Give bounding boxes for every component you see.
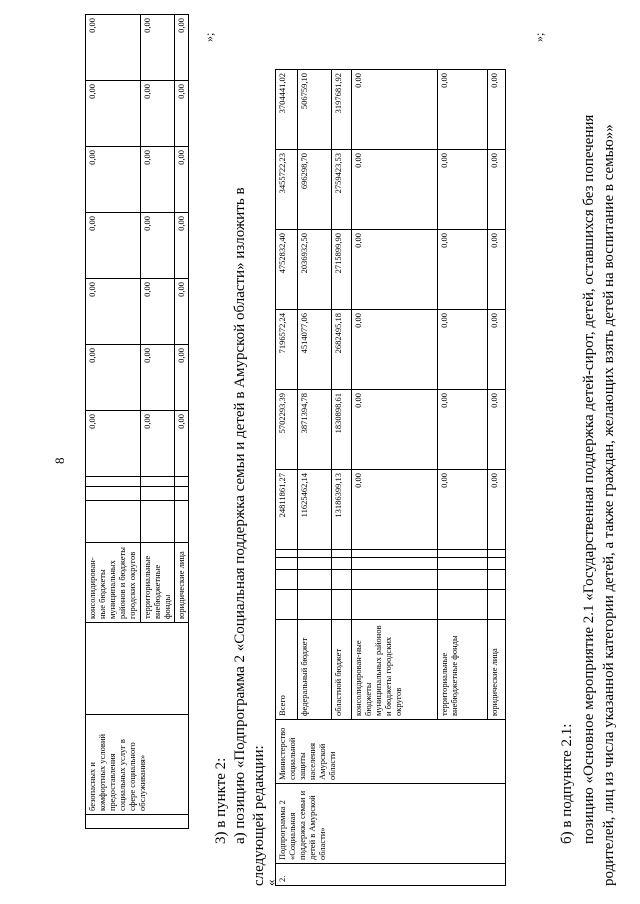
t1-value: 0,00 <box>86 213 141 279</box>
t2-value: 0,00 <box>438 150 488 230</box>
t2-value: 0,00 <box>438 390 488 470</box>
paragraph-a-line2: следующей редакции: <box>251 745 267 886</box>
t1-row-label: консолидирован-ные бюджеты муниципальных районов и бюджеты городских округов <box>86 543 141 623</box>
t2-value: 7196572,24 <box>276 310 298 390</box>
t2-value: 696298,70 <box>298 150 332 230</box>
t1-row-label: территориальные внебюджетные фонды <box>141 543 175 623</box>
t2-value: 2682495,18 <box>332 310 352 390</box>
t1-value: 0,00 <box>141 345 175 411</box>
t1-value: 0,00 <box>175 81 189 147</box>
t2-value: 0,00 <box>352 310 438 390</box>
t2-row-label: федеральный бюджет <box>298 620 332 720</box>
t1-value: 0,00 <box>175 279 189 345</box>
open-quote: « <box>263 879 278 886</box>
t2-value: 11625462,14 <box>298 470 332 550</box>
t1-value: 0,00 <box>86 279 141 345</box>
t2-value: 4514077,06 <box>298 310 332 390</box>
t2-name-cell: Подпрограмма 2 «Социальная поддержка семьи и детей в Амурской области» <box>276 784 506 864</box>
t1-code-cell <box>86 487 141 501</box>
t1-value: 0,00 <box>175 147 189 213</box>
t1-value: 0,00 <box>141 15 175 81</box>
t2-value: 0,00 <box>438 70 488 150</box>
paragraph-a-line1: а) позицию «Подпрограмма 2 «Социальная поддержка семьи и детей в Амурской области» изложить в <box>232 187 248 844</box>
continuation-table <box>85 14 189 829</box>
t1-value: 0,00 <box>141 147 175 213</box>
paragraph-c-line1: позицию «Основное мероприятие 2.1 «Государственная поддержка детей-сирот, детей, оставшихся без попечения <box>581 114 597 844</box>
subprogram-table <box>275 69 506 886</box>
t2-value: 3455722,23 <box>276 150 298 230</box>
t2-value: 0,00 <box>438 230 488 310</box>
t2-row-label: юридические лица <box>488 620 506 720</box>
t2-value: 0,00 <box>488 310 506 390</box>
t2-value: 0,00 <box>352 150 438 230</box>
t1-value: 0,00 <box>141 81 175 147</box>
t2-row-label: консолидирован-ные бюджеты муниципальных районов и бюджеты городских округов <box>352 620 438 720</box>
paragraph-c-line2: родителей, лиц из числа указанной категории детей, а также граждан, желающих взять детей на воспитание в семью»» <box>601 124 617 886</box>
t2-value: 0,00 <box>438 310 488 390</box>
t1-row-label: юридические лица <box>175 543 189 623</box>
t2-value: 0,00 <box>438 470 488 550</box>
t2-value: 0,00 <box>488 470 506 550</box>
t1-value: 0,00 <box>86 81 141 147</box>
t2-value: 2036932,50 <box>298 230 332 310</box>
t2-end-mark: »; <box>532 32 546 42</box>
t1-value: 0,00 <box>175 345 189 411</box>
t2-value: 5702293,39 <box>276 390 298 470</box>
t1-value: 0,00 <box>175 213 189 279</box>
t1-value: 0,00 <box>141 411 175 477</box>
t2-value: 0,00 <box>488 150 506 230</box>
t2-value: 0,00 <box>488 70 506 150</box>
t1-code-cell <box>86 501 141 543</box>
t2-num-cell: 2. <box>276 864 506 886</box>
t2-row-label: областной бюджет <box>332 620 352 720</box>
t1-num-cell <box>86 815 189 829</box>
t1-value: 0,00 <box>141 213 175 279</box>
t2-value: 4752832,40 <box>276 230 298 310</box>
t1-value: 0,00 <box>86 147 141 213</box>
t2-value: 2715899,90 <box>332 230 352 310</box>
t1-value: 0,00 <box>86 411 141 477</box>
t1-value: 0,00 <box>175 411 189 477</box>
t2-value: 3871394,78 <box>298 390 332 470</box>
t2-value: 0,00 <box>352 230 438 310</box>
t2-value: 3197681,92 <box>332 70 352 150</box>
t1-value: 0,00 <box>86 15 141 81</box>
t2-value: 1830898,61 <box>332 390 352 470</box>
t2-value: 0,00 <box>488 230 506 310</box>
t2-executor-cell: Министерство социальной защиты населения Амурской области <box>276 720 506 784</box>
t1-code-cell <box>86 477 141 487</box>
t2-value: 13186399,13 <box>332 470 352 550</box>
t1-value: 0,00 <box>86 345 141 411</box>
paragraph-b: б) в подпункте 2.1: <box>559 723 575 844</box>
t2-value: 0,00 <box>352 470 438 550</box>
t1-executor-cell <box>86 623 189 715</box>
t2-value: 0,00 <box>488 390 506 470</box>
t1-name-cell: безопасных и комфортных условий предоставления социальных услуг в сфере социального обслуживания» <box>86 715 189 815</box>
t2-value: 24811861,27 <box>276 470 298 550</box>
t2-value: 0,00 <box>352 390 438 470</box>
t2-value: 3704441,02 <box>276 70 298 150</box>
page-number: 8 <box>52 457 67 464</box>
t1-value: 0,00 <box>141 279 175 345</box>
t2-value: 2759423,53 <box>332 150 352 230</box>
t2-value: 506759,10 <box>298 70 332 150</box>
t1-value: 0,00 <box>175 15 189 81</box>
t1-end-mark: »; <box>202 32 216 42</box>
t2-row-label: территориальные внебюджетные фонды <box>438 620 488 720</box>
t2-value: 0,00 <box>352 70 438 150</box>
t2-row-label: Всего <box>276 620 298 720</box>
paragraph-3: 3) в пункте 2: <box>213 757 229 844</box>
